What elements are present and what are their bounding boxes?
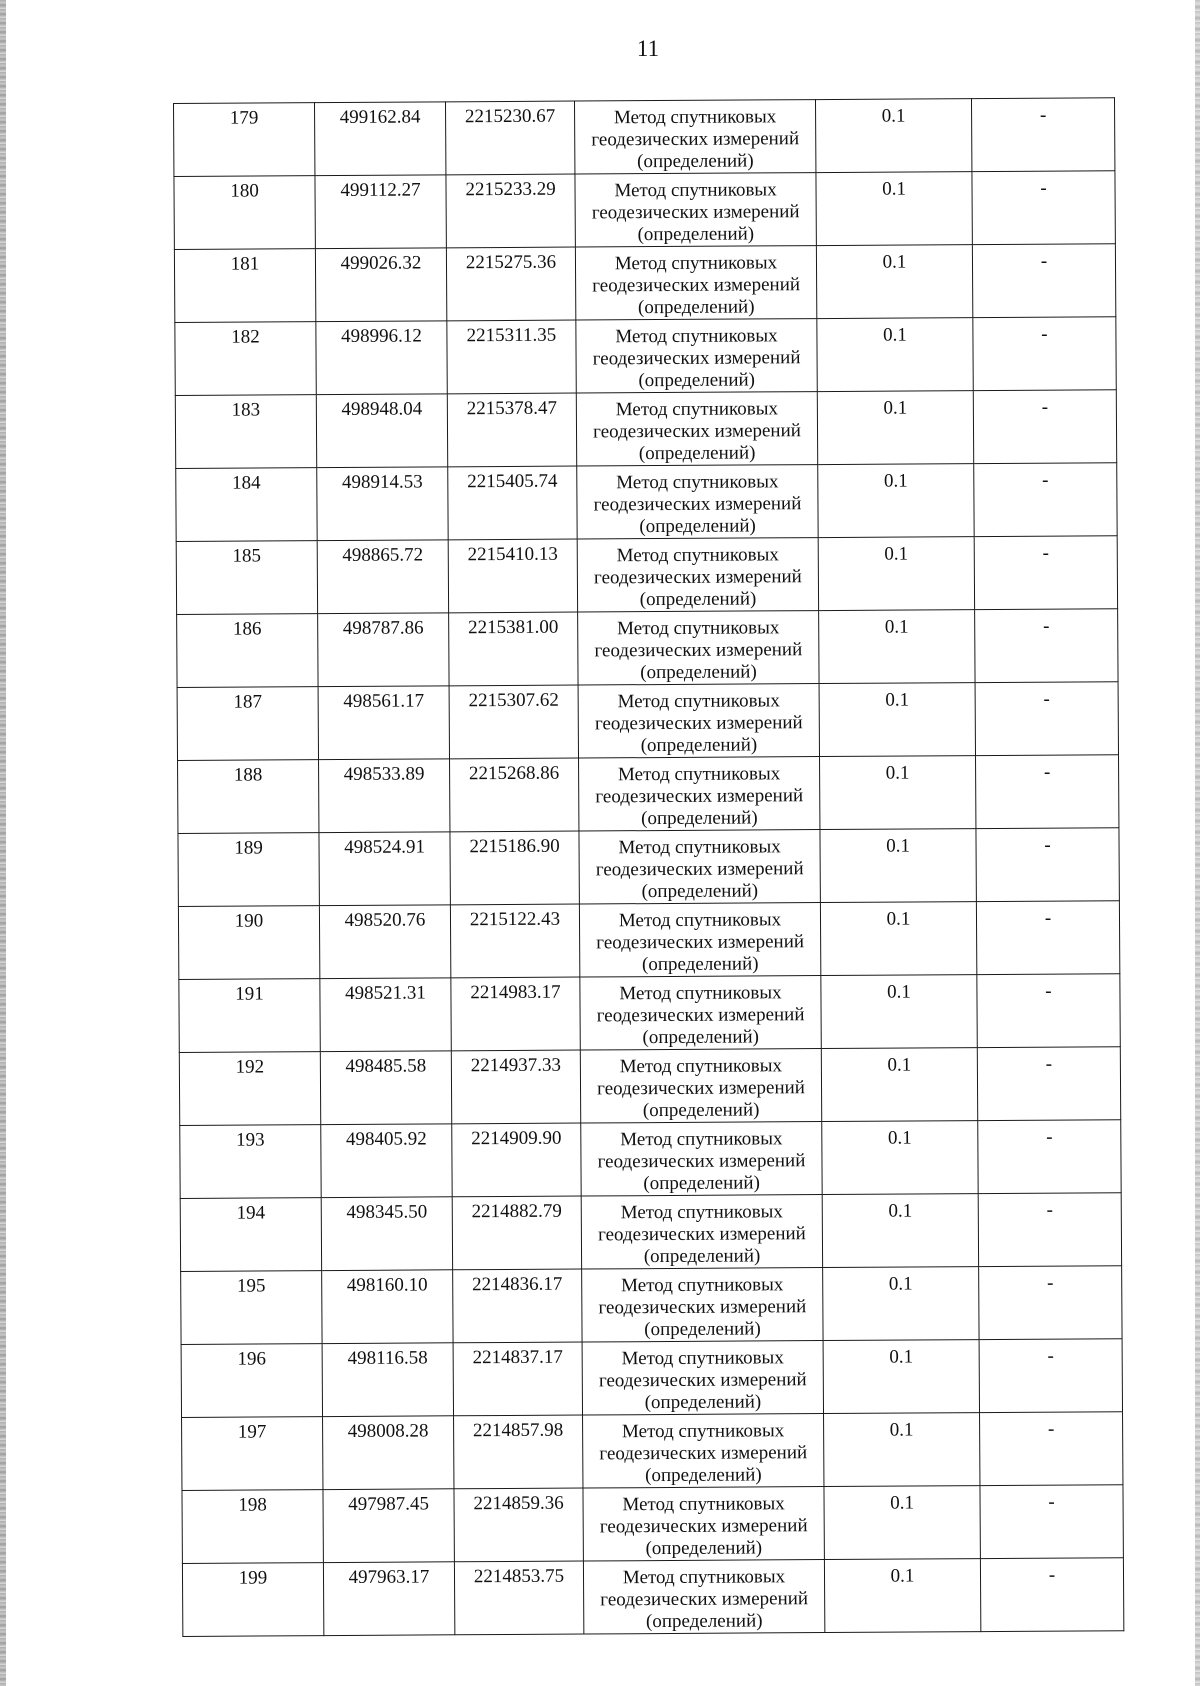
method-line: геодезических измерений <box>591 128 800 151</box>
point-number-cell: 181 <box>174 249 315 323</box>
table-row <box>176 463 1117 542</box>
method-line: Метод спутниковых <box>622 1493 785 1516</box>
precision-cell: 0.1 <box>824 1413 980 1487</box>
method-cell <box>575 246 816 320</box>
extra-cell: - <box>976 828 1119 902</box>
method-line: Метод спутниковых <box>622 1566 786 1589</box>
table-row <box>182 1485 1123 1564</box>
table-row <box>180 1193 1121 1272</box>
method-line: Метод спутниковых <box>614 179 777 202</box>
method-line: Метод спутниковых <box>613 106 777 129</box>
point-number-cell: 180 <box>174 176 315 250</box>
y-coordinate-cell: 2215122.43 <box>450 904 579 978</box>
extra-cell: - <box>973 390 1116 464</box>
method-cell <box>583 1560 824 1634</box>
point-number-cell: 187 <box>177 687 318 761</box>
extra-cell: - <box>980 1558 1123 1632</box>
method-line: (определений) <box>641 953 759 976</box>
point-number-cell: 186 <box>177 614 318 688</box>
method-line: геодезических измерений <box>597 1150 806 1173</box>
x-coordinate-cell: 498405.92 <box>321 1124 452 1198</box>
method-line: Метод спутниковых <box>617 617 780 640</box>
table-row <box>181 1339 1122 1418</box>
extra-cell: - <box>975 609 1118 683</box>
method-cell <box>579 903 820 977</box>
point-number-cell: 179 <box>174 103 315 177</box>
method-line: Метод спутниковых <box>614 252 778 275</box>
x-coordinate-cell: 498948.04 <box>316 394 447 468</box>
page-number: 11 <box>636 36 660 61</box>
precision-cell: 0.1 <box>821 975 977 1049</box>
method-cell <box>579 757 820 831</box>
method-line: Метод спутниковых <box>619 1055 783 1078</box>
x-coordinate-cell: 499026.32 <box>315 248 446 322</box>
method-line: (определений) <box>642 1099 760 1122</box>
precision-cell: 0.1 <box>823 1267 979 1341</box>
point-number-cell: 191 <box>179 979 320 1053</box>
y-coordinate-cell: 2215230.67 <box>445 101 574 175</box>
x-coordinate-cell: 498865.72 <box>317 540 448 614</box>
y-coordinate-cell: 2214983.17 <box>451 977 580 1051</box>
precision-cell: 0.1 <box>821 1048 977 1122</box>
precision-cell: 0.1 <box>817 391 973 465</box>
precision-cell: 0.1 <box>816 245 972 319</box>
method-line: (определений) <box>645 1537 763 1560</box>
method-line: Метод спутниковых <box>618 836 781 859</box>
extra-cell: - <box>973 317 1116 391</box>
method-line: геодезических измерений <box>597 1077 805 1100</box>
method-line: геодезических измерений <box>597 1223 806 1246</box>
point-number-cell: 189 <box>178 833 319 907</box>
precision-cell: 0.1 <box>820 829 976 903</box>
y-coordinate-cell: 2215311.35 <box>447 320 576 394</box>
method-cell <box>576 392 817 466</box>
method-line: (определений) <box>641 807 758 830</box>
method-line: (определений) <box>644 1391 762 1414</box>
point-number-cell: 184 <box>176 468 317 542</box>
method-line: (определений) <box>638 369 756 392</box>
table-row <box>180 1120 1121 1199</box>
x-coordinate-cell: 498520.76 <box>319 905 450 979</box>
extra-cell: - <box>974 536 1117 610</box>
precision-cell: 0.1 <box>818 464 974 538</box>
precision-cell: 0.1 <box>822 1121 978 1195</box>
extra-cell: - <box>978 1120 1121 1194</box>
scan-edge-left <box>0 0 6 1686</box>
method-line: геодезических измерений <box>592 347 801 370</box>
method-line: геодезических измерений <box>594 712 803 735</box>
method-line: геодезических измерений <box>595 785 804 808</box>
coordinates-table-body <box>174 98 1124 1637</box>
extra-cell: - <box>974 463 1117 537</box>
table-row <box>175 317 1116 396</box>
extra-cell: - <box>976 755 1119 829</box>
y-coordinate-cell: 2214837.17 <box>453 1342 582 1416</box>
y-coordinate-cell: 2214859.36 <box>454 1488 583 1562</box>
y-coordinate-cell: 2215233.29 <box>446 174 575 248</box>
x-coordinate-cell: 498533.89 <box>319 759 450 833</box>
method-line: (определений) <box>637 223 755 246</box>
precision-cell: 0.1 <box>819 683 975 757</box>
method-line: геодезических измерений <box>599 1515 808 1538</box>
method-cell <box>582 1268 823 1342</box>
table-row <box>182 1558 1123 1637</box>
method-cell <box>581 1122 822 1196</box>
method-line: геодезических измерений <box>593 493 802 516</box>
y-coordinate-cell: 2215381.00 <box>449 612 578 686</box>
y-coordinate-cell: 2215378.47 <box>447 393 576 467</box>
extra-cell: - <box>977 1047 1120 1121</box>
y-coordinate-cell: 2215275.36 <box>446 247 575 321</box>
table-row <box>178 901 1119 980</box>
precision-cell: 0.1 <box>818 537 974 611</box>
point-number-cell: 198 <box>182 1490 323 1564</box>
precision-cell: 0.1 <box>822 1194 978 1268</box>
table-row <box>177 609 1118 688</box>
y-coordinate-cell: 2214909.90 <box>452 1123 581 1197</box>
method-line: геодезических измерений <box>593 420 801 443</box>
point-number-cell: 194 <box>180 1198 321 1272</box>
method-line: (определений) <box>645 1464 762 1487</box>
extra-cell: - <box>978 1193 1121 1267</box>
method-cell <box>576 319 817 393</box>
method-cell <box>574 100 815 174</box>
extra-cell: - <box>971 98 1114 172</box>
table-row <box>179 974 1120 1053</box>
method-cell <box>581 1195 822 1269</box>
method-cell <box>578 684 819 758</box>
method-line: Метод спутниковых <box>615 325 778 348</box>
point-number-cell: 195 <box>181 1271 322 1345</box>
extra-cell: - <box>977 974 1120 1048</box>
method-line: Метод спутниковых <box>618 909 782 932</box>
method-line: геодезических измерений <box>592 274 801 297</box>
method-cell <box>579 830 820 904</box>
scan-edge-right <box>1195 0 1200 1686</box>
method-line: геодезических измерений <box>599 1442 808 1465</box>
precision-cell: 0.1 <box>824 1486 980 1560</box>
point-number-cell: 197 <box>182 1417 323 1491</box>
method-line: (определений) <box>641 880 759 903</box>
method-line: (определений) <box>643 1172 760 1195</box>
method-line: Метод спутниковых <box>616 544 779 567</box>
precision-cell: 0.1 <box>817 318 973 392</box>
method-line: (определений) <box>638 442 756 465</box>
y-coordinate-cell: 2215307.62 <box>449 685 578 759</box>
table-row <box>176 536 1117 615</box>
extra-cell: - <box>979 1266 1122 1340</box>
x-coordinate-cell: 498521.31 <box>320 978 451 1052</box>
method-line: геодезических измерений <box>595 858 804 881</box>
method-line: (определений) <box>639 588 757 611</box>
table-row <box>181 1266 1122 1345</box>
x-coordinate-cell: 499112.27 <box>315 175 446 249</box>
y-coordinate-cell: 2215405.74 <box>448 466 577 540</box>
y-coordinate-cell: 2214882.79 <box>452 1196 581 1270</box>
x-coordinate-cell: 497963.17 <box>323 1562 454 1636</box>
precision-cell: 0.1 <box>820 902 976 976</box>
method-line: Метод спутниковых <box>619 982 782 1005</box>
table-row <box>175 390 1116 469</box>
table-row <box>178 828 1119 907</box>
method-line: геодезических измерений <box>593 566 802 589</box>
method-line: (определений) <box>639 515 756 538</box>
method-line: (определений) <box>637 296 755 319</box>
table-row <box>174 98 1115 177</box>
method-line: Метод спутниковых <box>620 1128 783 1151</box>
method-line: (определений) <box>642 1026 760 1049</box>
table-row <box>178 755 1119 834</box>
method-line: геодезических измерений <box>594 639 803 662</box>
precision-cell: 0.1 <box>824 1559 980 1633</box>
x-coordinate-cell: 498345.50 <box>321 1197 452 1271</box>
method-line: геодезических измерений <box>591 201 800 224</box>
method-line: (определений) <box>643 1245 761 1268</box>
method-line: Метод спутниковых <box>617 763 781 786</box>
point-number-cell: 188 <box>178 760 319 834</box>
point-number-cell: 199 <box>182 1563 323 1637</box>
method-line: Метод спутниковых <box>621 1347 784 1370</box>
x-coordinate-cell: 498787.86 <box>318 613 449 687</box>
x-coordinate-cell: 497987.45 <box>323 1489 454 1563</box>
precision-cell: 0.1 <box>815 99 971 173</box>
extra-cell: - <box>976 901 1119 975</box>
extra-cell: - <box>980 1485 1123 1559</box>
point-number-cell: 183 <box>175 395 316 469</box>
precision-cell: 0.1 <box>816 172 972 246</box>
table-row <box>182 1412 1123 1491</box>
x-coordinate-cell: 498914.53 <box>317 467 448 541</box>
extra-cell: - <box>972 244 1115 318</box>
precision-cell: 0.1 <box>819 610 975 684</box>
precision-cell: 0.1 <box>820 756 976 830</box>
y-coordinate-cell: 2214857.98 <box>454 1415 583 1489</box>
table-row <box>179 1047 1120 1126</box>
x-coordinate-cell: 498116.58 <box>322 1343 453 1417</box>
point-number-cell: 182 <box>175 322 316 396</box>
precision-cell: 0.1 <box>823 1340 979 1414</box>
method-line: Метод спутниковых <box>621 1420 785 1443</box>
x-coordinate-cell: 498996.12 <box>316 321 447 395</box>
method-cell <box>577 538 818 612</box>
method-line: (определений) <box>640 661 757 684</box>
x-coordinate-cell: 498160.10 <box>322 1270 453 1344</box>
table-row <box>174 244 1115 323</box>
method-line: (определений) <box>644 1318 761 1341</box>
y-coordinate-cell: 2215410.13 <box>448 539 577 613</box>
method-cell <box>580 1049 821 1123</box>
method-cell <box>575 173 816 247</box>
point-number-cell: 185 <box>176 541 317 615</box>
method-line: (определений) <box>645 1610 763 1633</box>
extra-cell: - <box>972 171 1115 245</box>
x-coordinate-cell: 498524.91 <box>319 832 450 906</box>
extra-cell: - <box>975 682 1118 756</box>
point-number-cell: 193 <box>180 1125 321 1199</box>
method-line: геодезических измерений <box>598 1296 807 1319</box>
extra-cell: - <box>979 1339 1122 1413</box>
method-line: Метод спутниковых <box>615 398 779 421</box>
method-line: геодезических измерений <box>600 1588 809 1611</box>
method-cell <box>577 465 818 539</box>
method-cell <box>582 1341 823 1415</box>
table-row <box>177 682 1118 761</box>
y-coordinate-cell: 2215186.90 <box>450 831 579 905</box>
x-coordinate-cell: 498008.28 <box>323 1416 454 1490</box>
method-cell <box>583 1487 824 1561</box>
method-line: Метод спутниковых <box>620 1201 783 1224</box>
extra-cell: - <box>980 1412 1123 1486</box>
x-coordinate-cell: 499162.84 <box>315 102 446 176</box>
method-cell <box>583 1414 824 1488</box>
method-line: Метод спутниковых <box>617 690 780 713</box>
method-cell <box>580 976 821 1050</box>
coordinates-table <box>173 97 1124 1637</box>
method-line: Метод спутниковых <box>621 1274 784 1297</box>
table-row <box>174 171 1115 250</box>
method-line: (определений) <box>637 150 754 173</box>
method-line: геодезических измерений <box>596 931 805 954</box>
method-cell <box>578 611 819 685</box>
point-number-cell: 196 <box>181 1344 322 1418</box>
method-line: Метод спутниковых <box>616 471 779 494</box>
y-coordinate-cell: 2214836.17 <box>453 1269 582 1343</box>
y-coordinate-cell: 2214853.75 <box>454 1561 583 1635</box>
point-number-cell: 192 <box>179 1052 320 1126</box>
x-coordinate-cell: 498485.58 <box>320 1051 451 1125</box>
method-line: (определений) <box>640 734 758 757</box>
x-coordinate-cell: 498561.17 <box>318 686 449 760</box>
method-line: геодезических измерений <box>598 1369 807 1392</box>
y-coordinate-cell: 2214937.33 <box>451 1050 580 1124</box>
y-coordinate-cell: 2215268.86 <box>450 758 579 832</box>
method-line: геодезических измерений <box>596 1004 805 1027</box>
point-number-cell: 190 <box>178 906 319 980</box>
